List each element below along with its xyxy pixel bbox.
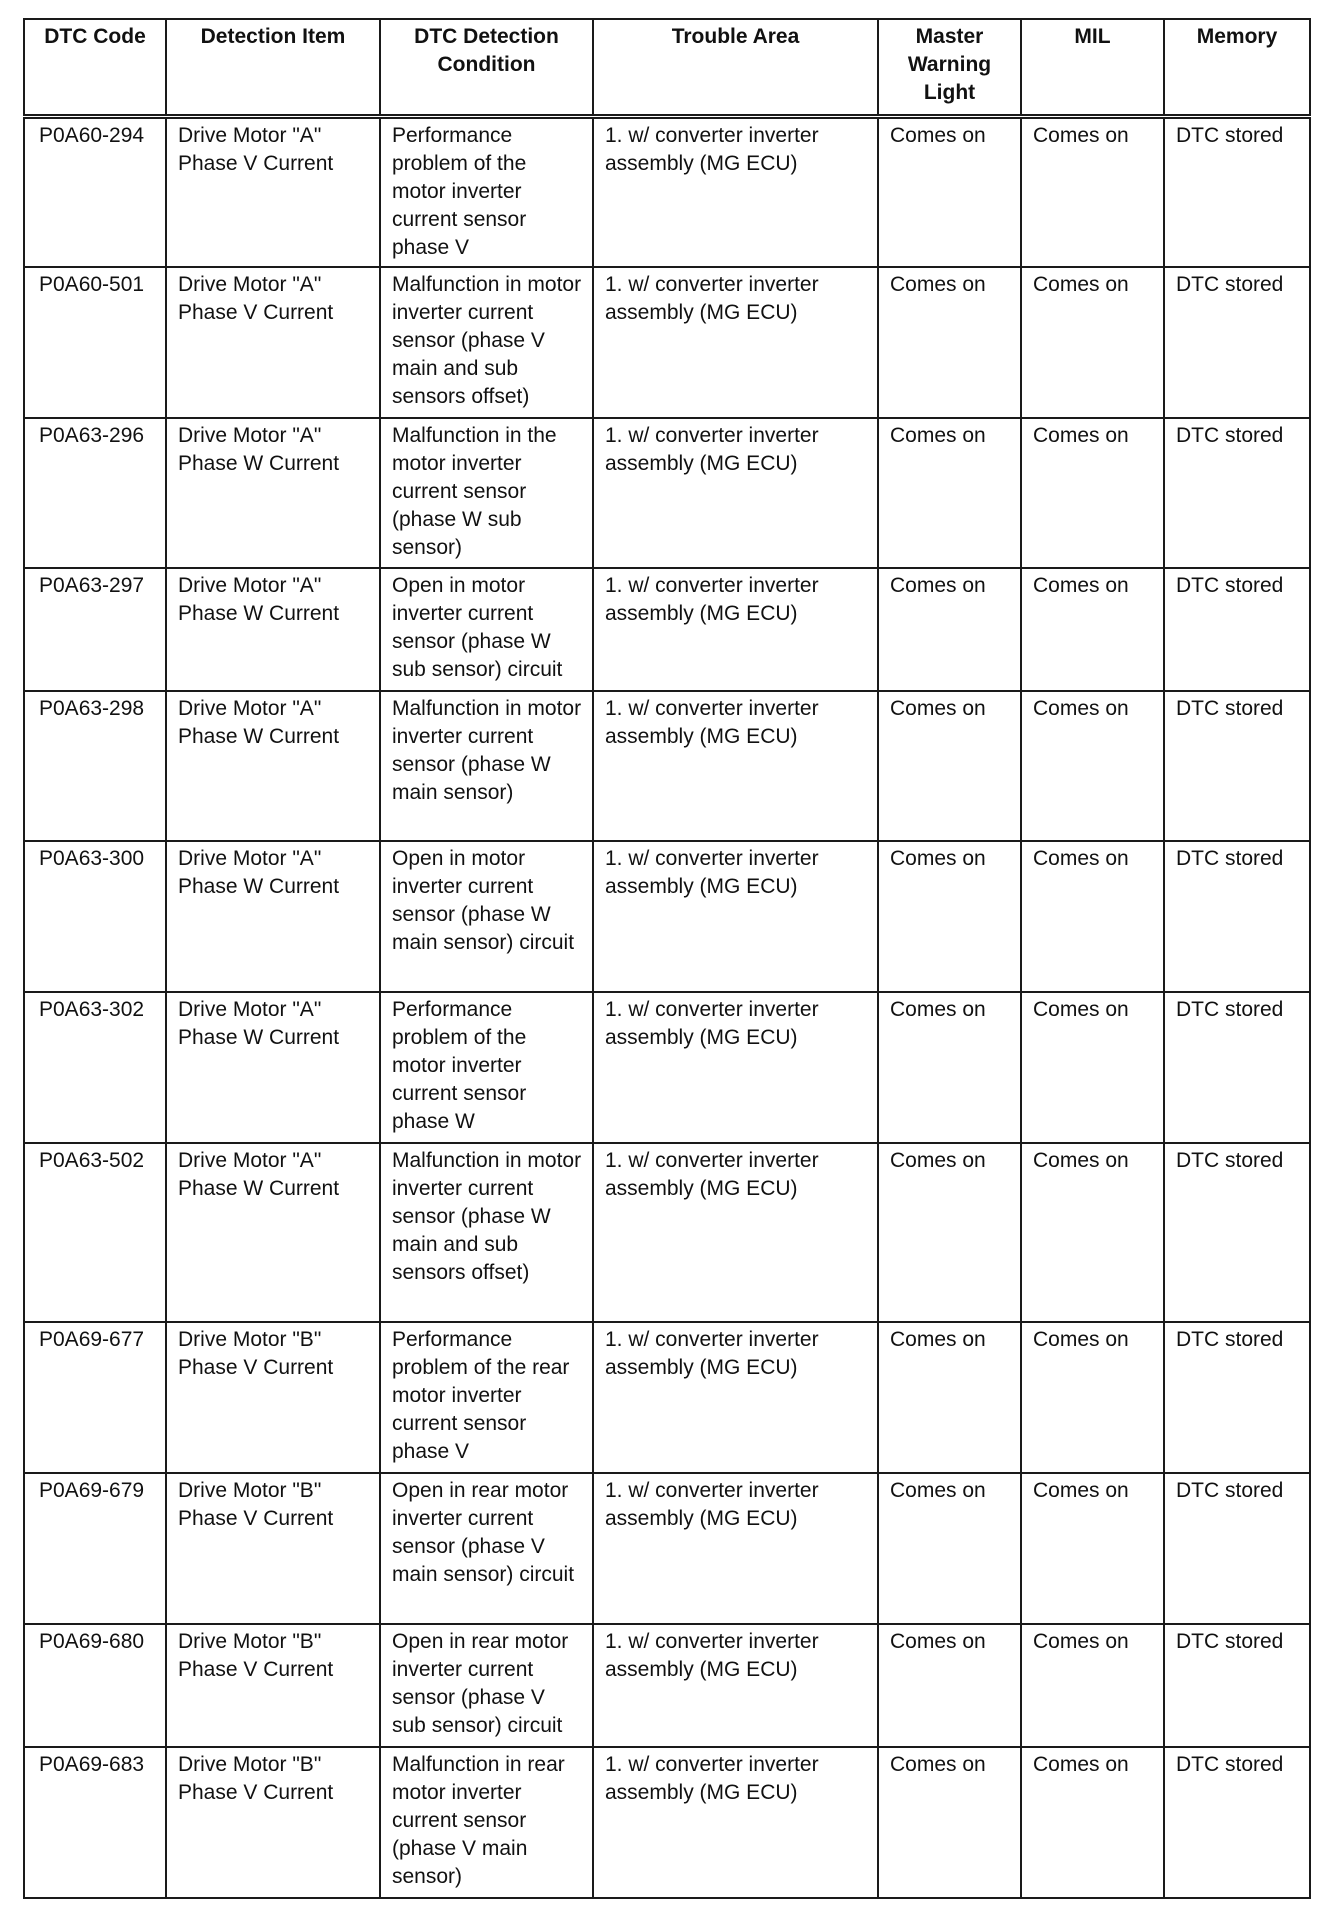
cell-mil: Comes on xyxy=(1021,1322,1164,1473)
cell-dtc-code: P0A69-679 xyxy=(24,1473,166,1624)
cell-memory: DTC stored xyxy=(1164,1143,1310,1322)
cell-detection-item: Drive Motor "B" Phase V Current xyxy=(166,1624,380,1747)
cell-detection-item: Drive Motor "B" Phase V Current xyxy=(166,1473,380,1624)
cell-memory: DTC stored xyxy=(1164,1473,1310,1624)
header-memory: Memory xyxy=(1164,19,1310,117)
cell-trouble-area: 1. w/ converter inverter assembly (MG ECU) xyxy=(593,418,878,568)
cell-dtc-code: P0A60-501 xyxy=(24,267,166,418)
table-row xyxy=(24,1624,1310,1747)
cell-trouble-area: 1. w/ converter inverter assembly (MG ECU) xyxy=(593,1473,878,1624)
table-row xyxy=(24,418,1310,568)
cell-detection-condition: Performance problem of the motor inverter current sensor phase W xyxy=(380,992,593,1143)
table-row xyxy=(24,841,1310,992)
table-header xyxy=(24,19,1310,117)
cell-mil: Comes on xyxy=(1021,691,1164,841)
header-mil: MIL xyxy=(1021,19,1164,117)
cell-master-warning-light: Comes on xyxy=(878,992,1021,1143)
table-row xyxy=(24,267,1310,418)
cell-detection-item: Drive Motor "A" Phase V Current xyxy=(166,267,380,418)
cell-master-warning-light: Comes on xyxy=(878,1322,1021,1473)
table-row xyxy=(24,1322,1310,1473)
cell-trouble-area: 1. w/ converter inverter assembly (MG ECU) xyxy=(593,1322,878,1473)
cell-master-warning-light: Comes on xyxy=(878,691,1021,841)
table-row xyxy=(24,1473,1310,1624)
cell-trouble-area: 1. w/ converter inverter assembly (MG ECU) xyxy=(593,117,878,267)
cell-mil: Comes on xyxy=(1021,117,1164,267)
cell-detection-item: Drive Motor "A" Phase W Current xyxy=(166,841,380,992)
cell-dtc-code: P0A63-297 xyxy=(24,568,166,691)
cell-detection-condition: Malfunction in motor inverter current sensor (phase W main and sub sensors offset) xyxy=(380,1143,593,1322)
header-row xyxy=(24,19,1310,117)
cell-dtc-code: P0A69-677 xyxy=(24,1322,166,1473)
cell-memory: DTC stored xyxy=(1164,691,1310,841)
cell-mil: Comes on xyxy=(1021,1473,1164,1624)
header-master-warning-light: Master Warning Light xyxy=(878,19,1021,117)
cell-mil: Comes on xyxy=(1021,568,1164,691)
cell-detection-condition: Performance problem of the rear motor inverter current sensor phase V xyxy=(380,1322,593,1473)
cell-mil: Comes on xyxy=(1021,1624,1164,1747)
table-row xyxy=(24,117,1310,267)
cell-dtc-code: P0A63-298 xyxy=(24,691,166,841)
cell-detection-condition: Performance problem of the motor inverter current sensor phase V xyxy=(380,117,593,267)
cell-memory: DTC stored xyxy=(1164,267,1310,418)
cell-trouble-area: 1. w/ converter inverter assembly (MG ECU) xyxy=(593,992,878,1143)
cell-master-warning-light: Comes on xyxy=(878,1473,1021,1624)
cell-detection-condition: Open in motor inverter current sensor (phase W sub sensor) circuit xyxy=(380,568,593,691)
table-body xyxy=(24,117,1310,1898)
dtc-table xyxy=(23,18,1311,1899)
header-detection-condition: DTC Detection Condition xyxy=(380,19,593,117)
cell-detection-condition: Malfunction in the motor inverter current sensor (phase W sub sensor) xyxy=(380,418,593,568)
cell-mil: Comes on xyxy=(1021,1747,1164,1898)
cell-memory: DTC stored xyxy=(1164,992,1310,1143)
cell-memory: DTC stored xyxy=(1164,1624,1310,1747)
cell-master-warning-light: Comes on xyxy=(878,1624,1021,1747)
header-trouble-area: Trouble Area xyxy=(593,19,878,117)
cell-detection-item: Drive Motor "A" Phase W Current xyxy=(166,418,380,568)
cell-trouble-area: 1. w/ converter inverter assembly (MG ECU) xyxy=(593,267,878,418)
cell-memory: DTC stored xyxy=(1164,568,1310,691)
cell-master-warning-light: Comes on xyxy=(878,1747,1021,1898)
cell-memory: DTC stored xyxy=(1164,1747,1310,1898)
cell-detection-condition: Malfunction in motor inverter current sensor (phase V main and sub sensors offset) xyxy=(380,267,593,418)
cell-detection-item: Drive Motor "A" Phase W Current xyxy=(166,992,380,1143)
cell-trouble-area: 1. w/ converter inverter assembly (MG ECU) xyxy=(593,568,878,691)
cell-dtc-code: P0A69-683 xyxy=(24,1747,166,1898)
cell-dtc-code: P0A63-302 xyxy=(24,992,166,1143)
cell-memory: DTC stored xyxy=(1164,841,1310,992)
cell-memory: DTC stored xyxy=(1164,418,1310,568)
cell-dtc-code: P0A69-680 xyxy=(24,1624,166,1747)
table-row xyxy=(24,568,1310,691)
cell-dtc-code: P0A63-296 xyxy=(24,418,166,568)
cell-trouble-area: 1. w/ converter inverter assembly (MG ECU) xyxy=(593,841,878,992)
cell-detection-item: Drive Motor "B" Phase V Current xyxy=(166,1322,380,1473)
table-row xyxy=(24,1747,1310,1898)
cell-master-warning-light: Comes on xyxy=(878,418,1021,568)
cell-detection-item: Drive Motor "A" Phase W Current xyxy=(166,691,380,841)
cell-detection-condition: Malfunction in motor inverter current sensor (phase W main sensor) xyxy=(380,691,593,841)
cell-detection-item: Drive Motor "A" Phase W Current xyxy=(166,1143,380,1322)
cell-master-warning-light: Comes on xyxy=(878,267,1021,418)
cell-mil: Comes on xyxy=(1021,841,1164,992)
cell-detection-condition: Open in rear motor inverter current sensor (phase V sub sensor) circuit xyxy=(380,1624,593,1747)
cell-mil: Comes on xyxy=(1021,1143,1164,1322)
cell-detection-item: Drive Motor "A" Phase W Current xyxy=(166,568,380,691)
cell-detection-item: Drive Motor "A" Phase V Current xyxy=(166,117,380,267)
cell-trouble-area: 1. w/ converter inverter assembly (MG ECU) xyxy=(593,691,878,841)
cell-mil: Comes on xyxy=(1021,267,1164,418)
cell-memory: DTC stored xyxy=(1164,117,1310,267)
cell-master-warning-light: Comes on xyxy=(878,841,1021,992)
header-dtc-code: DTC Code xyxy=(24,19,166,117)
cell-trouble-area: 1. w/ converter inverter assembly (MG ECU) xyxy=(593,1624,878,1747)
cell-dtc-code: P0A63-502 xyxy=(24,1143,166,1322)
cell-memory: DTC stored xyxy=(1164,1322,1310,1473)
table-row xyxy=(24,1143,1310,1322)
header-detection-item: Detection Item xyxy=(166,19,380,117)
cell-mil: Comes on xyxy=(1021,992,1164,1143)
cell-mil: Comes on xyxy=(1021,418,1164,568)
cell-master-warning-light: Comes on xyxy=(878,117,1021,267)
cell-detection-item: Drive Motor "B" Phase V Current xyxy=(166,1747,380,1898)
cell-detection-condition: Malfunction in rear motor inverter current sensor (phase V main sensor) xyxy=(380,1747,593,1898)
cell-detection-condition: Open in motor inverter current sensor (phase W main sensor) circuit xyxy=(380,841,593,992)
cell-master-warning-light: Comes on xyxy=(878,1143,1021,1322)
cell-master-warning-light: Comes on xyxy=(878,568,1021,691)
cell-dtc-code: P0A63-300 xyxy=(24,841,166,992)
table-row xyxy=(24,691,1310,841)
cell-dtc-code: P0A60-294 xyxy=(24,117,166,267)
cell-trouble-area: 1. w/ converter inverter assembly (MG ECU) xyxy=(593,1143,878,1322)
cell-trouble-area: 1. w/ converter inverter assembly (MG ECU) xyxy=(593,1747,878,1898)
cell-detection-condition: Open in rear motor inverter current sensor (phase V main sensor) circuit xyxy=(380,1473,593,1624)
table-row xyxy=(24,992,1310,1143)
